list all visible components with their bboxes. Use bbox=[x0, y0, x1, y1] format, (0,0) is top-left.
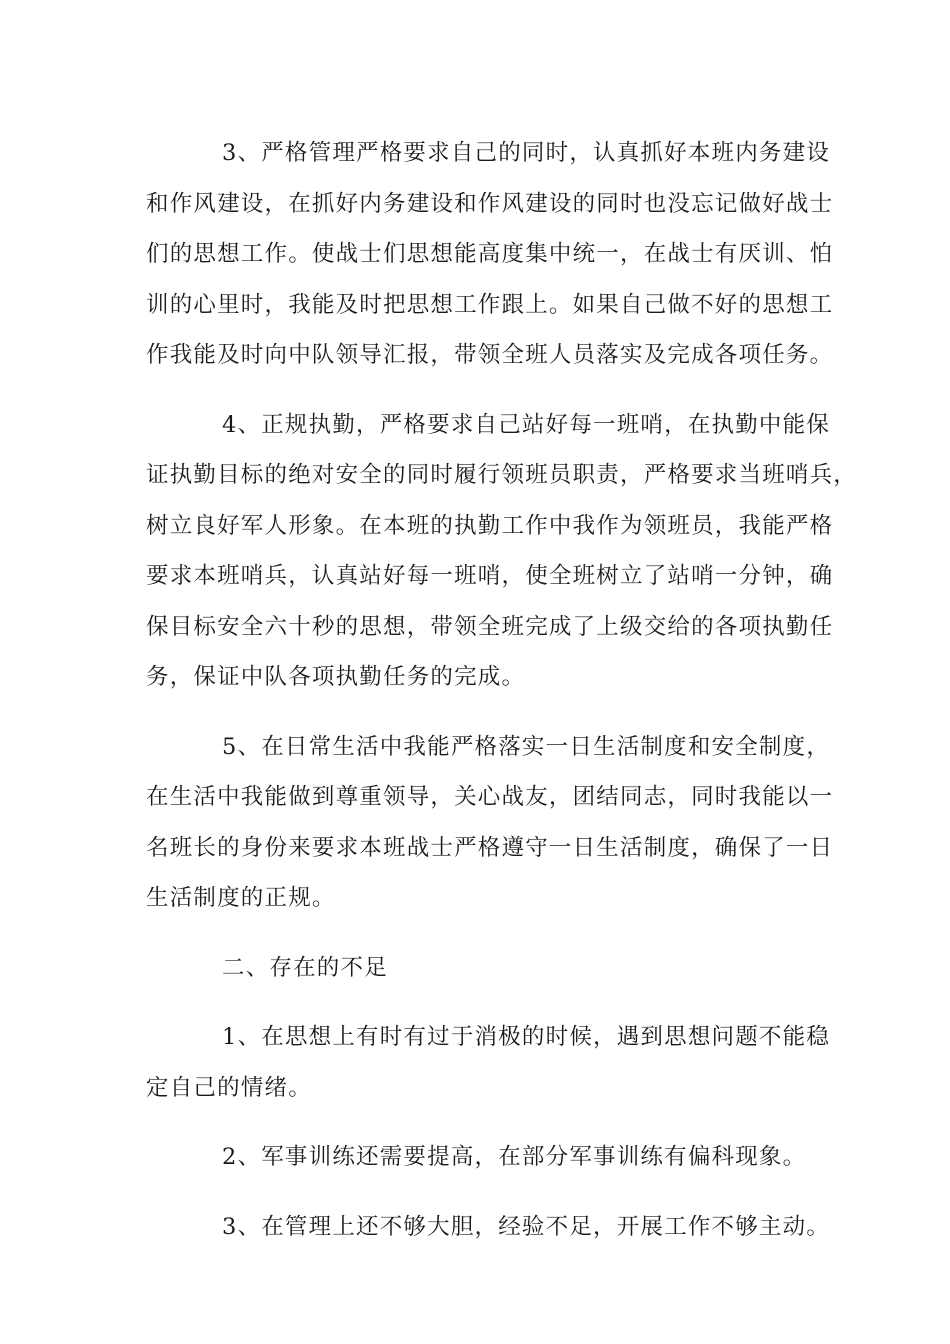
text-line: 3、在管理上还不够大胆，经验不足，开展工作不够主动。 bbox=[222, 1213, 831, 1240]
text-line: 1、在思想上有时有过于消极的时候，遇到思想问题不能稳 bbox=[222, 1024, 831, 1050]
text-line: 要求本班哨兵，认真站好每一班哨，使全班树立了站哨一分钟，确 bbox=[146, 563, 834, 589]
text-line: 训的心里时，我能及时把思想工作跟上。如果自己做不好的思想工 bbox=[146, 291, 834, 318]
paragraph-item-4-duty bbox=[146, 400, 858, 703]
text-line: 2、军事训练还需要提高，在部分军事训练有偏科现象。 bbox=[222, 1144, 807, 1170]
text-line: 们的思想工作。使战士们思想能高度集中统一，在战士有厌训、怕 bbox=[146, 241, 834, 267]
text-line: 5、在日常生活中我能严格落实一日生活制度和安全制度， bbox=[222, 733, 831, 760]
text-line: 和作风建设，在抓好内务建设和作风建设的同时也没忘记做好战士 bbox=[146, 190, 834, 217]
text-line: 树立良好军人形象。在本班的执勤工作中我作为领班员，我能严格 bbox=[146, 512, 834, 539]
paragraph-shortcoming-1 bbox=[146, 1012, 831, 1113]
text-line: 保目标安全六十秒的思想，带领全班完成了上级交给的各项执勤任 bbox=[146, 613, 834, 640]
text-line: 生活制度的正规。 bbox=[146, 885, 336, 911]
section-heading-text: 二、存在的不足 bbox=[222, 954, 388, 981]
text-line: 在生活中我能做到尊重领导，关心战友，团结同志，同时我能以一 bbox=[146, 784, 834, 810]
section-heading-shortcomings bbox=[146, 943, 806, 994]
paragraph-shortcoming-2 bbox=[146, 1132, 806, 1183]
text-line: 3、严格管理严格要求自己的同时，认真抓好本班内务建设 bbox=[222, 140, 831, 166]
text-line: 务，保证中队各项执勤任务的完成。 bbox=[146, 664, 526, 690]
paragraph-item-3-management bbox=[146, 128, 834, 381]
text-line: 4、正规执勤，严格要求自己站好每一班哨，在执勤中能保 bbox=[222, 411, 831, 438]
text-line: 作我能及时向中队领导汇报，带领全班人员落实及完成各项任务。 bbox=[146, 342, 834, 368]
document-page bbox=[146, 128, 858, 1271]
text-line: 定自己的情绪。 bbox=[146, 1074, 312, 1101]
text-line: 名班长的身份来要求本班战士严格遵守一日生活制度，确保了一日 bbox=[146, 834, 834, 861]
paragraph-shortcoming-3 bbox=[146, 1202, 831, 1253]
text-line: 证执勤目标的绝对安全的同时履行领班员职责，严格要求当班哨兵， bbox=[146, 462, 858, 488]
paragraph-item-5-daily-life bbox=[146, 722, 834, 924]
